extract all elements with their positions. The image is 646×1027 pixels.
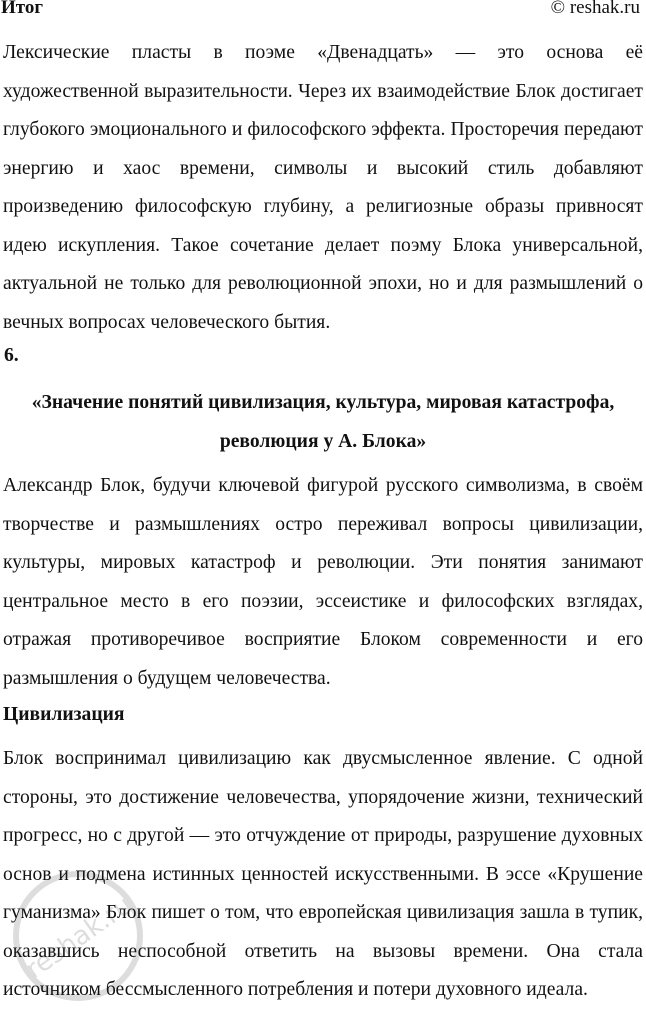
section-title: Итог	[1, 0, 43, 18]
task-number: 6.	[4, 345, 19, 366]
intro-paragraph: Александр Блок, будучи ключевой фигурой русского символизма, в своём творчестве и размышлениях остро переживал вопросы цивилизации, культуры, мировых катастроф и революции. Эти понятия занимают центральное место в его поэзии, эссеистике и философских взглядах, отражая противоречивое восприятие Блоком современности и его размышления о будущем человечества.	[3, 475, 643, 689]
summary-paragraph: Лексические пласты в поэме «Двенадцать» — это основа её художественной выразительности. Через их взаимодействие Блок достигает глубокого эмоционального и философского эффекта. Просторечия передают энергию и хаос времени, символы и высокий стиль добавляют произведению философскую глубину, а религиозные образы привносят идею искупления. Такое сочетание делает поэму Блока универсальной, актуальной не только для революционной эпохи, но и для размышлений о вечных вопросах человеческого бытия.	[3, 42, 643, 333]
site-credit: © reshak.ru	[550, 0, 640, 18]
reshak-watermark-icon	[8, 866, 148, 1006]
civilization-heading: Цивилизация	[3, 704, 125, 725]
civilization-paragraph: Блок воспринимал цивилизацию как двусмысленное явление. С одной стороны, это достижение человечества, упорядочение жизни, технический прогресс, но с другой — это отчуждение от природы, разрушение духовных основ и подмена истинных ценностей искусственными. В эссе «Крушение гуманизма» Блок пишет о том, что европейская цивилизация зашла в тупик, оказавшись неспособной ответить на вызовы времени. Она стала источником бессмысленного потребления и потери духовного идеала.	[3, 748, 643, 1000]
topic-heading: «Значение понятий цивилизация, культура, мировая катастрофа, революция у А. Блока»	[31, 392, 615, 452]
watermark-text: reshak.ru	[20, 890, 138, 986]
page-header	[0, 0, 644, 24]
